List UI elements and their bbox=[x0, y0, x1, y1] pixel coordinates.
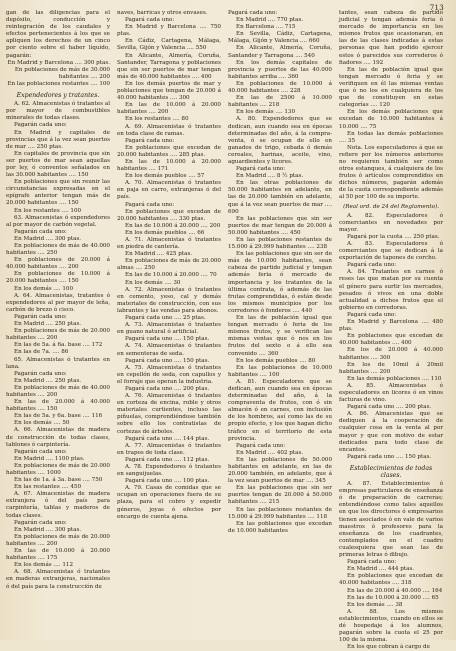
paragraph: A. 83. Especuladores ó comerciantes que se dedican á la exportación de tapones de corcho. bbox=[339, 241, 443, 262]
paragraph: Pagará cada uno: bbox=[125, 201, 175, 208]
text-column-2 bbox=[117, 10, 221, 634]
paragraph: En las de población igual que tengan mercado ó feria de los mismos frutos, y se verifican las mismas ventas que ó nos en los frutos del sexto o á ello sea convenido .... 360 bbox=[228, 315, 332, 357]
paragraph: En las poblaciones que sin ser puertos de mar tengan de 20.000 á 50.000 habitantes .... 450 bbox=[228, 215, 332, 236]
paragraph: En las de 10.000 á 20.000 .... 65 bbox=[347, 594, 439, 601]
paragraph: En Madrid .... 300 ptas. bbox=[14, 235, 82, 242]
paragraph: En poblaciones de 10.000 á 20.000 habitantes .... 150 bbox=[6, 271, 110, 285]
paragraph: A. 62. Almacenistas ó tratantes al por mayor de combustibles minerales de todas clases. bbox=[6, 101, 110, 122]
paragraph: En las de 1a. á 3a. base .... 750 bbox=[14, 477, 103, 484]
paragraph: Pagará cada uno .... 200 ptas. bbox=[125, 385, 210, 392]
paragraph: En poblaciones de más de 20.000 habitantes .... 200 bbox=[6, 533, 110, 547]
paragraph: En Madrid .... 300 ptas. bbox=[14, 526, 82, 533]
paragraph: A. 86. Almacenistas que se dediquen á la cooperación de cualquier cosa en la venta al por mayor y que con motivo de estar dedicados para todo clase de encantos. bbox=[339, 411, 443, 453]
paragraph: A. 71. Almacenistas ó tratantes en piedra de cantería. bbox=[117, 237, 221, 251]
paragraph: A. 68. Almacenistas ó tratantes en maderas extranjeras, nacionales ó del país para la construcción de bbox=[6, 569, 110, 590]
paragraph: Pagará cada uno .... 25 ptas. bbox=[125, 315, 206, 322]
paragraph: Pagará cada uno .... 100 ptas. bbox=[125, 478, 210, 485]
paragraph: A. 75. Almacenistas ó tratantes en cepellón de seda, con capullos y el forraje que operan la industria. bbox=[117, 364, 221, 385]
paragraph: En las poblaciones restantes de 15.000 á 29.999 habitantes .... 118 bbox=[228, 506, 332, 520]
paragraph: gan de las diligencias para el depósito, conducción y reintegración de los caudales y efectos pertenecientes á los que se apliquen los derechos de un cinco por ciento sobre el haber líquido, pagarán: bbox=[6, 10, 110, 59]
paragraph: En poblaciones que excedan de 40.000 habitantes .... 318 bbox=[339, 573, 443, 587]
paragraph: En los demás .... 50 bbox=[14, 420, 70, 427]
text-column-1 bbox=[6, 10, 110, 634]
paragraph: En Madrid y Barcelona .... 750 ptas. bbox=[117, 24, 221, 38]
paragraph: En las poblaciones que sin ser puertos tengan de 20.000 á 50.000 habitantes .... 215 bbox=[228, 485, 332, 506]
paragraph: En los demás puertos de mar y poblaciones que tengan de 20.000 á 40.000 habitantes .... 300 bbox=[117, 80, 221, 102]
paragraph: En Barcelona .... 715 bbox=[236, 24, 296, 31]
paragraph: En las de población igual que tengan mercado ó feria y se verifiquen en él las mismas ventas que ó no los en cualquiera de los que de constituyen en estas categorías .... 120 bbox=[339, 66, 443, 109]
paragraph: naves, barricas y otros envases. bbox=[117, 10, 208, 16]
paragraph: A. 81. Especuladores que se dedican, aun cuando sea en épocas determinadas del año, á la compraventa de frutos, con ó sin almacén ó en carnes, con inclusión de los hombros, así como las de su propio efecto, y los que hagan dicho tráfico en el territorio de esta provincia. bbox=[228, 378, 332, 442]
paragraph: En poblaciones de más de 40.000 habitantes .... 200 bbox=[6, 384, 110, 398]
paragraph: Pagará cada uno: bbox=[347, 311, 397, 318]
paragraph: tantes, sean cabeza de partido judicial y tengan además feria ó mercado de importancia en los mismos frutos que ocasionaran, en las de las clases indicadas á estas personas que han podido ejercer estos ó parecidos sus correderos ó fiadores .... 192 bbox=[339, 10, 443, 66]
paragraph: En Madrid .... 770 ptas. bbox=[236, 17, 304, 24]
paragraph: Pagarán cada uno: bbox=[14, 228, 67, 235]
text-column-4 bbox=[339, 10, 443, 651]
paragraph: En Madrid .... 250 ptas. bbox=[14, 321, 82, 328]
paragraph: En las poblaciones de 50.000 habitantes en adelante, en las de 20.000 también, en adelante, que á la vez sean puertos de mar .... 345 bbox=[228, 456, 332, 485]
paragraph: En las poblaciones que sin ser de más de 10.000 habitantes, sean cabeza de partido judicial y tengan además feria ó mercado de importancia y los tratantes de la última contrata, ó además de las frutas comprendidas, ó están desde los mismos municipios por los corredores ó fonderos .... 440 bbox=[228, 251, 332, 314]
paragraph: Pagará cada uno .... 144 ptas. bbox=[125, 435, 210, 442]
paragraph: En los restantes .... 100 bbox=[14, 207, 82, 214]
paragraph: Pagará por la cuota .... 250 ptas. bbox=[347, 233, 440, 240]
text-column-3 bbox=[228, 10, 332, 634]
paragraph: En poblaciones de 10.000 á 40.000 habitantes .... 228 bbox=[228, 80, 332, 95]
paragraph: En poblaciones de 20.000 á 40.000 habitantes .... 200 bbox=[6, 257, 110, 271]
paragraph: En Madrid y capitales de provincias que á la vez sean puertos de mar .... 250 ptas. bbox=[6, 129, 110, 150]
paragraph: En las de 10.000 á 20.000 habitantes .... 171 bbox=[117, 158, 221, 173]
paragraph: En las otras poblaciones de 50.000 habitantes en adelante, en las de 20.000 también en adelante, que á la vez sean puertos de mar .... 690 bbox=[228, 180, 332, 215]
paragraph: En poblaciones que sin reunir las circunstancias expresadas en el epígrafe anterior tengan más de 20.000 habitantes .... 150 bbox=[6, 179, 110, 207]
paragraph: A. 87. Establecimientos ó empresas particulares de enseñanza ó de preparación de carreras; entendiéndose como tales aquellos en que los directores ó empresarios tienen asociados ó en vale de varios maestros ó profesores para la enseñanza de los cuadrantes, contemplados en el cuadro cualesquiera que sean las de primeras letras ó dibujo. bbox=[339, 481, 443, 559]
paragraph: En Madrid .... 1100 ptas. bbox=[14, 455, 85, 462]
paragraph: A. 66. Almacenistas de madera de construcción de todas clases, tablones ó carpintería. bbox=[6, 427, 110, 448]
paragraph: (Real ord. de 24 del Reglamento). bbox=[343, 203, 439, 210]
paragraph: En las de 2500 á 10.000 habitantes .... 218 bbox=[228, 95, 332, 109]
paragraph: A. 73. Almacenistas ó tratantes en guano natural ó artificial. bbox=[117, 322, 221, 336]
paragraph: A. 80. Expendedores que se dedican, aun cuando sea en épocas determinadas del año, á la compra-venta, ó se ocupan de ello en ganados de trigo, cebada ó demás cereales, harinas, aceite, vino, aguardientes y licores. bbox=[228, 116, 332, 165]
paragraph: Pagará cada uno: bbox=[347, 559, 397, 566]
paragraph: Pagará cada uno .... 150 ptas. bbox=[125, 357, 210, 364]
paragraph: En Alicante, Almería, Coruña, Santander y Tarragona .... 540 bbox=[228, 45, 332, 59]
paragraph: En Madrid y Barcelona .... 480 ptas. bbox=[339, 319, 443, 333]
paragraph: En los de 10mil á 20mil habitantes .... 200 bbox=[339, 361, 443, 375]
paragraph: Pagará cada uno: bbox=[228, 10, 278, 16]
paragraph: En poblaciones que excedan de 20.000 habitantes .... 285 ptas. bbox=[117, 144, 221, 158]
paragraph: Pagará cada uno .... 200 ptas. bbox=[347, 404, 432, 411]
paragraph: A. 79. Casas de comidas que se ocupan en operaciones fuera de su plaza, para el cobro y expedir géneros, joyas ó efectos por encargo de cuenta ajena. bbox=[117, 485, 221, 520]
paragraph: En los demás poblaciones que excedan de 10.000 habitantes á 10.000 .... 75 bbox=[339, 109, 443, 130]
paragraph: En poblaciones que excedan de 40.000 habitantes .... 400 bbox=[339, 333, 443, 347]
paragraph: En Madrid y Barcelona .... 300 ptas. bbox=[7, 59, 110, 66]
paragraph: Pagará cada uno: bbox=[236, 442, 286, 449]
paragraph: A. 85. Almacenistas ó especuladores en licores ó en vinos facturas de vino. bbox=[339, 382, 443, 404]
paragraph: En Madrid .... 8 ½ ptas. bbox=[236, 173, 304, 180]
paragraph: Pagará cada uno: bbox=[125, 137, 175, 144]
paragraph: Pagarán cada uno: bbox=[14, 519, 67, 526]
paragraph: En los restantes .... 80 bbox=[125, 116, 189, 123]
paragraph: 63. Almacenistas ó expendedores al por mayor de carbón vegetal. bbox=[6, 214, 110, 228]
paragraph: Pagará cada uno: bbox=[236, 166, 286, 173]
paragraph: En las de 5a. y 6a. base .... 116 bbox=[14, 413, 103, 420]
paragraph: En los demás capitales de provincia y puertos de las 40.000 habitantes arriba .... 360 bbox=[228, 59, 332, 80]
paragraph: En poblaciones de más de 20.000 almas .... 250 bbox=[117, 258, 221, 272]
paragraph: En los demás .... 38 bbox=[347, 601, 403, 608]
paragraph: En los que cobran á cargo de bbox=[347, 644, 430, 651]
paragraph: 65. Almacenistas ó tratantes en lana. bbox=[6, 356, 110, 370]
paragraph: A. 70. Almacenistas ó tratantes en paja en carro, extranjeras ó del país. bbox=[117, 180, 221, 201]
paragraph: Pagará cada uno .... 150 ptas. bbox=[125, 336, 210, 343]
paragraph: Pagarán cada uno: bbox=[14, 448, 67, 455]
paragraph: En las poblaciones restantes .... 100 bbox=[7, 80, 110, 87]
paragraph: En poblaciones que excedan de 20.000 habitantes .... 330 ptas. bbox=[117, 208, 221, 222]
paragraph: En las de 20.000 á 40.000 .... 164 bbox=[347, 587, 443, 594]
paragraph: En Madrid .... 402 ptas. bbox=[236, 449, 304, 456]
paragraph: En las de 10.000 á 20.000 habitantes .... 175 bbox=[6, 548, 110, 562]
paragraph: A. 69. Almacenistas ó tratantes en toda clase de ramas. bbox=[117, 123, 221, 137]
paragraph: A. 74. Almacenistas ó tratantes en sementeras de seda. bbox=[117, 343, 221, 357]
paragraph: En los demás .... 100 bbox=[14, 285, 74, 292]
paragraph: A. 67. Almacenistas de madera extranjera ó del país para carpintería, tablas y maderos de todas clases. bbox=[6, 491, 110, 519]
paragraph: En las de 20.000 á 40.000 habitantes .... 150 bbox=[6, 399, 110, 413]
paragraph: Pagará cada uno: bbox=[347, 262, 397, 269]
paragraph: En Madrid .... 444 ptas. bbox=[347, 566, 415, 573]
paragraph: En Madrid .... 250 ptas. bbox=[14, 377, 82, 384]
paragraph: En las poblaciones restantes de 15.000 á 29.999 habitantes .... 238 bbox=[228, 237, 332, 251]
paragraph: En los demás .... 130 bbox=[236, 109, 296, 116]
paragraph: En Cádiz, Cartagena, Málaga, Sevilla, Gijón y Valencia .... 550 bbox=[117, 38, 221, 52]
paragraph: En los demás pueblos .... 66 bbox=[125, 229, 205, 236]
paragraph: En las poblaciones que excedan de 10.000 habitantes bbox=[228, 520, 332, 534]
paragraph: En Sevilla, Cádiz, Cartagena, Málaga, Gijón y Valencia .... 660 bbox=[228, 31, 332, 45]
paragraph: A. 76. Almacenistas ó tratantes en corteza de encina, roble y otros materiales curtientes, incluso las piñuelas, comprendiéndose también sobre ello los contratistas de cortezas de árboles. bbox=[117, 393, 221, 435]
paragraph: Pagarán cada uno: bbox=[14, 370, 67, 377]
paragraph: En las de 10.000 á 20.000 habitantes .... 200 bbox=[117, 102, 221, 116]
paragraph: En todas las demás poblaciones .... 35 bbox=[339, 130, 443, 144]
paragraph: Pagarán cada uno: bbox=[14, 122, 67, 129]
paragraph: A. 72. Almacenistas ó tratantes en cemento, yeso, cal y demás materiales de construcción, con sus labrantes y las vendas para abonos. bbox=[117, 286, 221, 314]
paragraph: En las de 10.000 á 20.000 .... 70 bbox=[125, 272, 217, 279]
paragraph: Pagará cada uno .... 150 ptas. bbox=[347, 453, 432, 460]
paragraph: En los demás pueblos .... 57 bbox=[125, 173, 205, 180]
paragraph: En los demás .... 30 bbox=[125, 279, 181, 286]
paragraph: En Madrid .... 425 ptas. bbox=[125, 251, 193, 258]
paragraph: En poblaciones de más de 20.000 habitantes .... 1000 bbox=[6, 462, 110, 476]
paragraph: Pagará cada uno .... 112 ptas. bbox=[125, 456, 210, 463]
paragraph: En poblaciones de más de 40.000 habitantes .... 250 bbox=[6, 243, 110, 257]
paragraph: A. 88. Los mismos establecimientos, cuando en ellos se dé hospedaje á los alumnos, pagarán sobre la cuota el 25 por 100 de la misma. bbox=[339, 608, 443, 644]
paragraph: Expendedores y tratantes. bbox=[16, 92, 100, 100]
paragraph: Nota. Los especuladores á que se refiere por los números anteriores no requieren también ser como otros estanques, á cualquiera de los frutos ó artículos comprendidos en dichos números, pagarán además de la cuota correspondiente además al 50 por 100 de su importe. bbox=[339, 144, 443, 201]
page-number: 713 bbox=[429, 4, 444, 12]
paragraph: Pagará cada uno: bbox=[125, 17, 175, 24]
paragraph: En Alicante, Almería, Coruña, Santander, Tarragona y poblaciones que sin ser puertos de mar tengan más de 40.000 habitantes .... 400 bbox=[117, 52, 221, 80]
paragraph: En poblaciones de más de 20.000 habitantes .... 200 bbox=[6, 328, 110, 342]
paragraph: En capitales de provincia que sin ser puertos de mar sean aquellas por ley, ó conventos señalados en las 30.000 habitantes .... 150 bbox=[6, 150, 110, 179]
paragraph: En los demás .... 112 bbox=[14, 562, 74, 569]
paragraph: En las de 10.000 á 20.000 .... 200 bbox=[125, 222, 221, 229]
paragraph: En los de 20.000 á 40.000 habitantes .... 300 bbox=[339, 347, 443, 361]
paragraph: A. 78. Expendedores ó tratantes en sanguijuelas. bbox=[117, 464, 221, 478]
paragraph: En las demás poblaciones .... 110 bbox=[347, 375, 442, 382]
paragraph: A. 84. Tratantes en carnes ó reses las que matan por su cuenta el género para surtir los mercados, pesados ó vivos en una doble actualidad a dichos frutos que el gobierno en corredoras. bbox=[339, 269, 443, 311]
paragraph: A. 82. Especuladores ó comerciantes en novedades por mayor. bbox=[339, 212, 443, 233]
paragraph: En los demás pueblos .... 80 bbox=[236, 357, 316, 364]
paragraph: En las poblaciones de 10.000 habitantes .... 100 bbox=[228, 364, 332, 378]
paragraph: En las restantes .... 450 bbox=[14, 484, 82, 491]
paragraph: En las de 7a. .... 86 bbox=[14, 349, 69, 356]
paragraph: Establecimientos de todas clases. bbox=[349, 464, 433, 479]
paragraph: A. 64. Almacenistas, tratantes ó expendedores al por mayor de leña, carbón de brezo ó cisco. bbox=[6, 292, 110, 313]
paragraph: En las de 5a. á 6a. base .... 172 bbox=[14, 342, 103, 349]
paragraph: A. 77. Almacenistas ó tratantes en trapos de toda clase. bbox=[117, 442, 221, 456]
paragraph: En poblaciones de más de 30.000 habitantes .... 200 bbox=[14, 66, 110, 80]
paragraph: Pagarán cada uno: bbox=[14, 313, 67, 320]
